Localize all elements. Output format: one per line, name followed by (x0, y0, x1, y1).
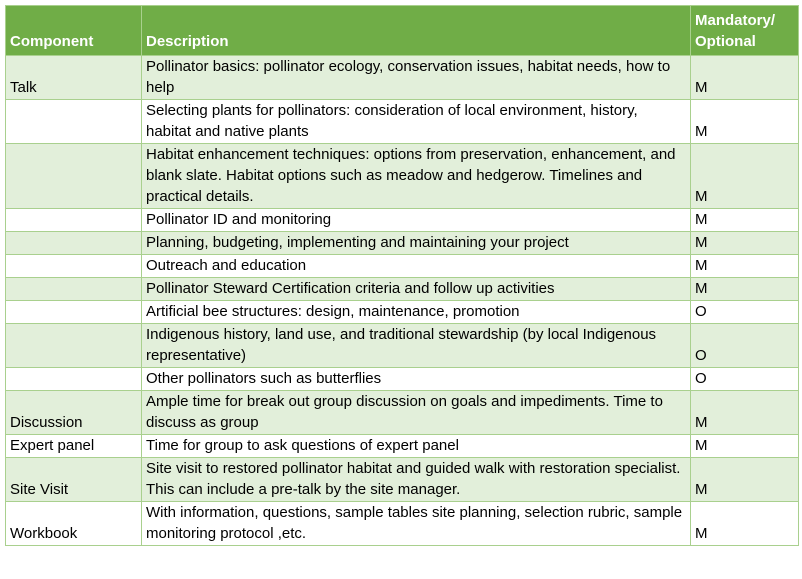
table-row (6, 144, 799, 209)
component-cell (6, 278, 142, 301)
description-cell: Other pollinators such as butterflies (142, 368, 691, 391)
table-row (6, 502, 799, 546)
component-cell: Expert panel (6, 435, 142, 458)
description-cell: Ample time for break out group discussion on goals and impediments. Time to discuss as group (142, 391, 691, 435)
table-row (6, 255, 799, 278)
component-cell (6, 301, 142, 324)
component-cell: Talk (6, 56, 142, 100)
description-cell: Planning, budgeting, implementing and maintaining your project (142, 232, 691, 255)
mandatory-cell: M (691, 232, 799, 255)
table-row (6, 278, 799, 301)
mandatory-cell: M (691, 209, 799, 232)
mandatory-cell: M (691, 502, 799, 546)
description-cell: With information, questions, sample tables site planning, selection rubric, sample monitoring protocol ,etc. (142, 502, 691, 546)
component-cell: Site Visit (6, 458, 142, 502)
component-cell (6, 232, 142, 255)
mandatory-cell: M (691, 278, 799, 301)
component-cell (6, 100, 142, 144)
mandatory-cell: M (691, 144, 799, 209)
description-cell: Pollinator basics: pollinator ecology, conservation issues, habitat needs, how to help (142, 56, 691, 100)
table-row (6, 301, 799, 324)
header-row (6, 6, 799, 56)
description-cell: Pollinator Steward Certification criteria and follow up activities (142, 278, 691, 301)
description-cell: Selecting plants for pollinators: consideration of local environment, history, habitat and native plants (142, 100, 691, 144)
workshop-components-table (5, 5, 799, 546)
table-row (6, 209, 799, 232)
table-row (6, 391, 799, 435)
component-cell: Discussion (6, 391, 142, 435)
header-description: Description (142, 6, 691, 56)
mandatory-cell: M (691, 435, 799, 458)
table-row (6, 56, 799, 100)
mandatory-cell: M (691, 458, 799, 502)
table-row (6, 100, 799, 144)
description-cell: Pollinator ID and monitoring (142, 209, 691, 232)
table-row (6, 458, 799, 502)
description-cell: Habitat enhancement techniques: options from preservation, enhancement, and blank slate. Habitat options such as meadow and hedgerow. Timelines and practical details. (142, 144, 691, 209)
component-cell (6, 209, 142, 232)
component-cell (6, 144, 142, 209)
mandatory-cell: O (691, 324, 799, 368)
mandatory-cell: M (691, 255, 799, 278)
component-cell: Workbook (6, 502, 142, 546)
component-cell (6, 368, 142, 391)
table-row (6, 368, 799, 391)
description-cell: Site visit to restored pollinator habitat and guided walk with restoration specialist. This can include a pre-talk by the site manager. (142, 458, 691, 502)
mandatory-cell: O (691, 301, 799, 324)
mandatory-cell: O (691, 368, 799, 391)
header-component: Component (6, 6, 142, 56)
mandatory-cell: M (691, 391, 799, 435)
description-cell: Artificial bee structures: design, maintenance, promotion (142, 301, 691, 324)
mandatory-cell: M (691, 56, 799, 100)
table-row (6, 435, 799, 458)
component-cell (6, 255, 142, 278)
table-row (6, 232, 799, 255)
header-mandatory-optional: Mandatory/ Optional (691, 6, 799, 56)
mandatory-cell: M (691, 100, 799, 144)
table-row (6, 324, 799, 368)
description-cell: Outreach and education (142, 255, 691, 278)
description-cell: Indigenous history, land use, and traditional stewardship (by local Indigenous representative) (142, 324, 691, 368)
component-cell (6, 324, 142, 368)
description-cell: Time for group to ask questions of expert panel (142, 435, 691, 458)
